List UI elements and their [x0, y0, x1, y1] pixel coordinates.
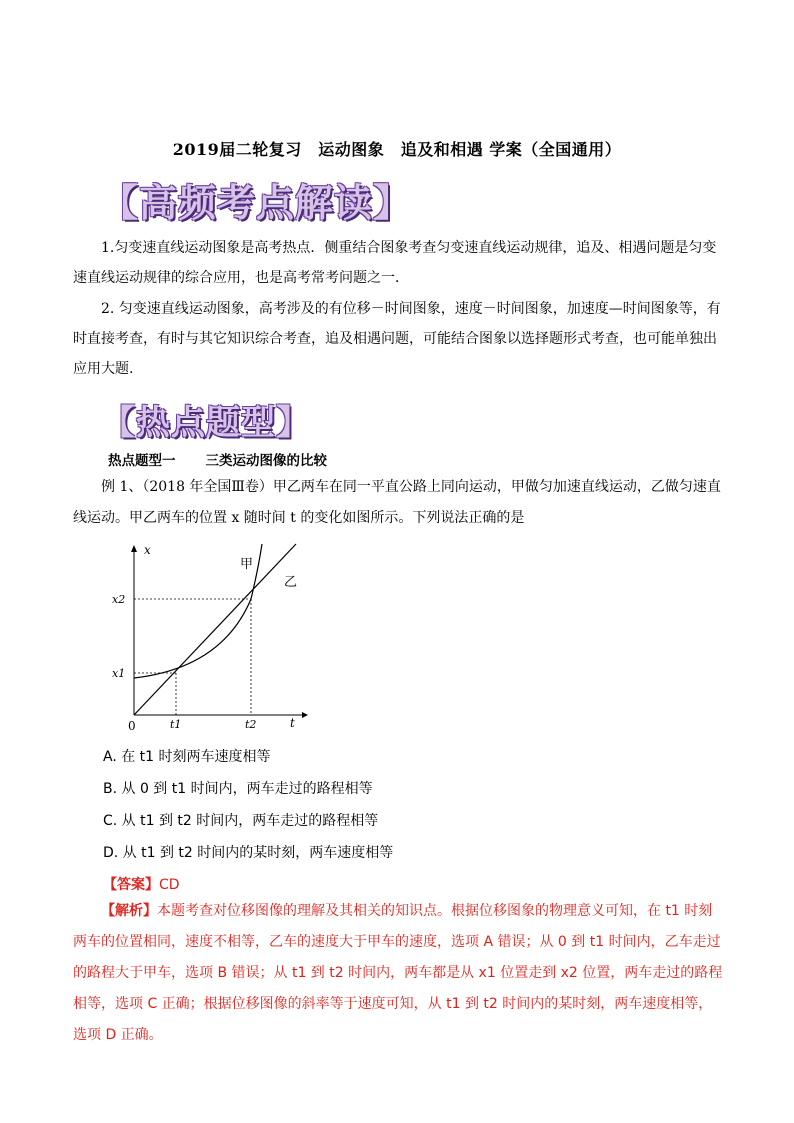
example-question: 例 1、（2018 年全国Ⅲ卷）甲乙两车在同一平直公路上同向运动，甲做匀加速直线运动，乙做匀速直线运动。甲乙两车的位置 x 随时间 t 的变化如图所示。下列说法正确的是 [73, 479, 721, 526]
answer-value: CD [159, 877, 180, 893]
option-d: D. 从 t1 到 t2 时间内的某时刻，两车速度相等 [103, 845, 394, 861]
curve-jia-label: 甲 [240, 557, 254, 572]
page-title: 2019届二轮复习 运动图象 追及和相遇 学案（全国通用） [172, 140, 622, 159]
option-b: B. 从 0 到 t1 时间内，两车走过的路程相等 [103, 781, 373, 797]
analysis-text: 本题考查对位移图像的理解及其相关的知识点。根据位移图象的物理意义可知，在 t1 时刻两车的位置相同，速度不相等，乙车的速度大于甲车的速度，选项 A 错误；从 0 到 t1 时间内，乙车走过的路程大于甲车，选项 B 错误；从 t1 到 t2 时间内，两车都是从 x1 位置走到 x2 位置，两车走过的路程相等，选项 C 正确；根据位移图像的斜率等于速度可知，从 t1 到 t2 时间内的某时刻，两车速度相等，选项 D 正确。 [73, 903, 723, 1043]
x1-label: x1 [112, 667, 126, 680]
topic-heading [108, 449, 357, 469]
line-yi-label: 乙 [284, 575, 298, 590]
option-c: C. 从 t1 到 t2 时间内，两车走过的路程相等 [103, 813, 379, 829]
t2-label: t2 [245, 718, 257, 731]
section-banner-high-frequency: 【高频考点解读】 [100, 181, 413, 225]
origin-label: 0 [128, 719, 136, 733]
answer-line [103, 874, 180, 894]
option-a: A. 在 t1 时刻两车速度相等 [103, 749, 271, 765]
answer-tag: 【答案】 [103, 877, 159, 893]
y-axis-label: x [144, 543, 151, 557]
topic-title: 三类运动图像的比较 [205, 453, 327, 469]
line-yi [134, 544, 296, 715]
topic-label: 热点题型一 [108, 453, 176, 469]
x-axis-arrow [302, 712, 308, 718]
position-time-graph [112, 540, 312, 740]
x2-label: x2 [112, 593, 126, 606]
x-axis-label: t [290, 716, 295, 730]
intro-paragraph-2: 2. 匀变速直线运动图象，高考涉及的有位移－时间图象，速度－时间图象，加速度—时间图象等，有时直接考查，有时与其它知识综合考查，追及相遇问题，可能结合图象以选择题形式考查，也可能单独出应用大题. [73, 301, 721, 377]
t1-label: t1 [170, 718, 182, 731]
intro-paragraph-1: 1.匀变速直线运动图象是高考热点．侧重结合图象考查匀变速直线运动规律，追及、相遇问题是匀变速直线运动规律的综合应用，也是高考常考问题之一． [73, 240, 717, 286]
analysis-paragraph [73, 896, 723, 1051]
y-axis-arrow [131, 545, 137, 552]
analysis-tag: 【解析】 [101, 903, 157, 919]
section-banner-hot-topics: 【热点题型】 [101, 403, 311, 443]
